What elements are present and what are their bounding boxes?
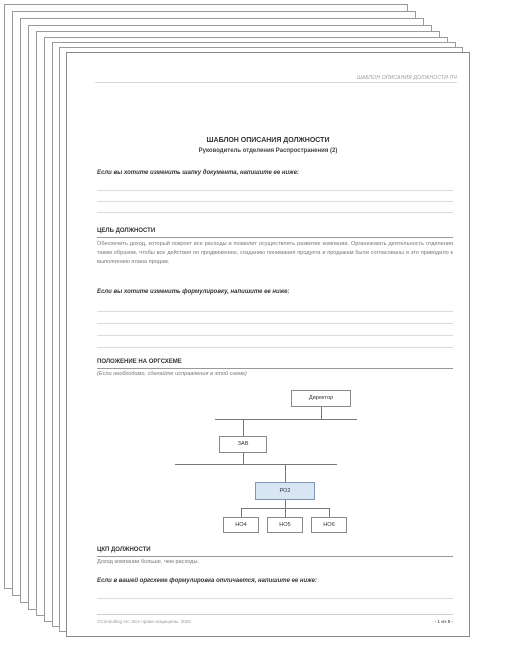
document-title: ШАБЛОН ОПИСАНИЯ ДОЛЖНОСТИ [206,137,330,144]
write-line[interactable] [97,323,453,324]
org-connector [321,406,322,419]
org-connector [243,419,244,436]
org-node-ro5: НО5 [267,517,303,533]
document-page [66,52,470,637]
product-heading: ЦКП ДОЛЖНОСТИ [97,547,151,553]
org-connector [329,508,330,517]
running-header: ШАБЛОН ОПИСАНИЯ ДОЛЖНОСТИ ПЧ [356,75,457,81]
org-connector [175,464,337,465]
write-line[interactable] [97,212,453,213]
write-line[interactable] [97,335,453,336]
org-node-director: Директор [291,390,351,407]
write-line[interactable] [97,190,453,191]
org-connector [215,419,357,420]
section-rule [97,237,453,238]
write-line[interactable] [97,311,453,312]
section-rule [97,556,453,557]
org-connector [285,508,286,517]
section-rule [97,368,453,369]
org-node-ro4: НО4 [223,517,259,533]
write-line[interactable] [97,201,453,202]
org-connector [285,499,286,508]
org-node-zam: ЗАВ [219,436,267,453]
write-line[interactable] [97,347,453,348]
org-connector [241,508,242,517]
org-node-ro6: НО6 [311,517,347,533]
purpose-text: Обеспечить доход, который покроет все расходы и позволит осуществлять развитие компании. Организовать деятельность отделения таким образом, чтобы все действия по продвижению, созданию понимания продукта и продажам были согласованы и это приводило к выполнению плана продаж. [97,241,453,265]
write-line[interactable] [97,598,453,599]
footer-rule [97,614,453,615]
orgchart-note: (Если необходимо, сделайте исправления в этой схеме) [97,371,247,377]
product-text: Доход компании больше, чем расходы. [97,559,200,565]
org-node-ro2: РО2 [255,482,315,500]
footer-copyright: ©Consulting Inc. Все права защищены. 2020 [97,619,191,624]
purpose-heading: ЦЕЛЬ ДОЛЖНОСТИ [97,228,156,234]
header-change-instruction: Если вы хотите изменить шапку документа, напишите ее ниже: [97,170,299,176]
wording-change-instruction: Если вы хотите изменить формулировку, напишите ее ниже: [97,289,290,295]
org-connector [285,464,286,482]
orgchart-heading: ПОЛОЖЕНИЕ НА ОРГСХЕМЕ [97,359,182,365]
orgchart-change-instruction: Если в вашей оргсхеме формулировка отличается, напишите ее ниже: [97,578,317,584]
header-rule [95,82,457,83]
org-connector [243,452,244,464]
page-number: - 1 из 8 - [434,619,453,624]
document-subtitle: Руководитель отделения Распространения (2) [198,148,338,154]
